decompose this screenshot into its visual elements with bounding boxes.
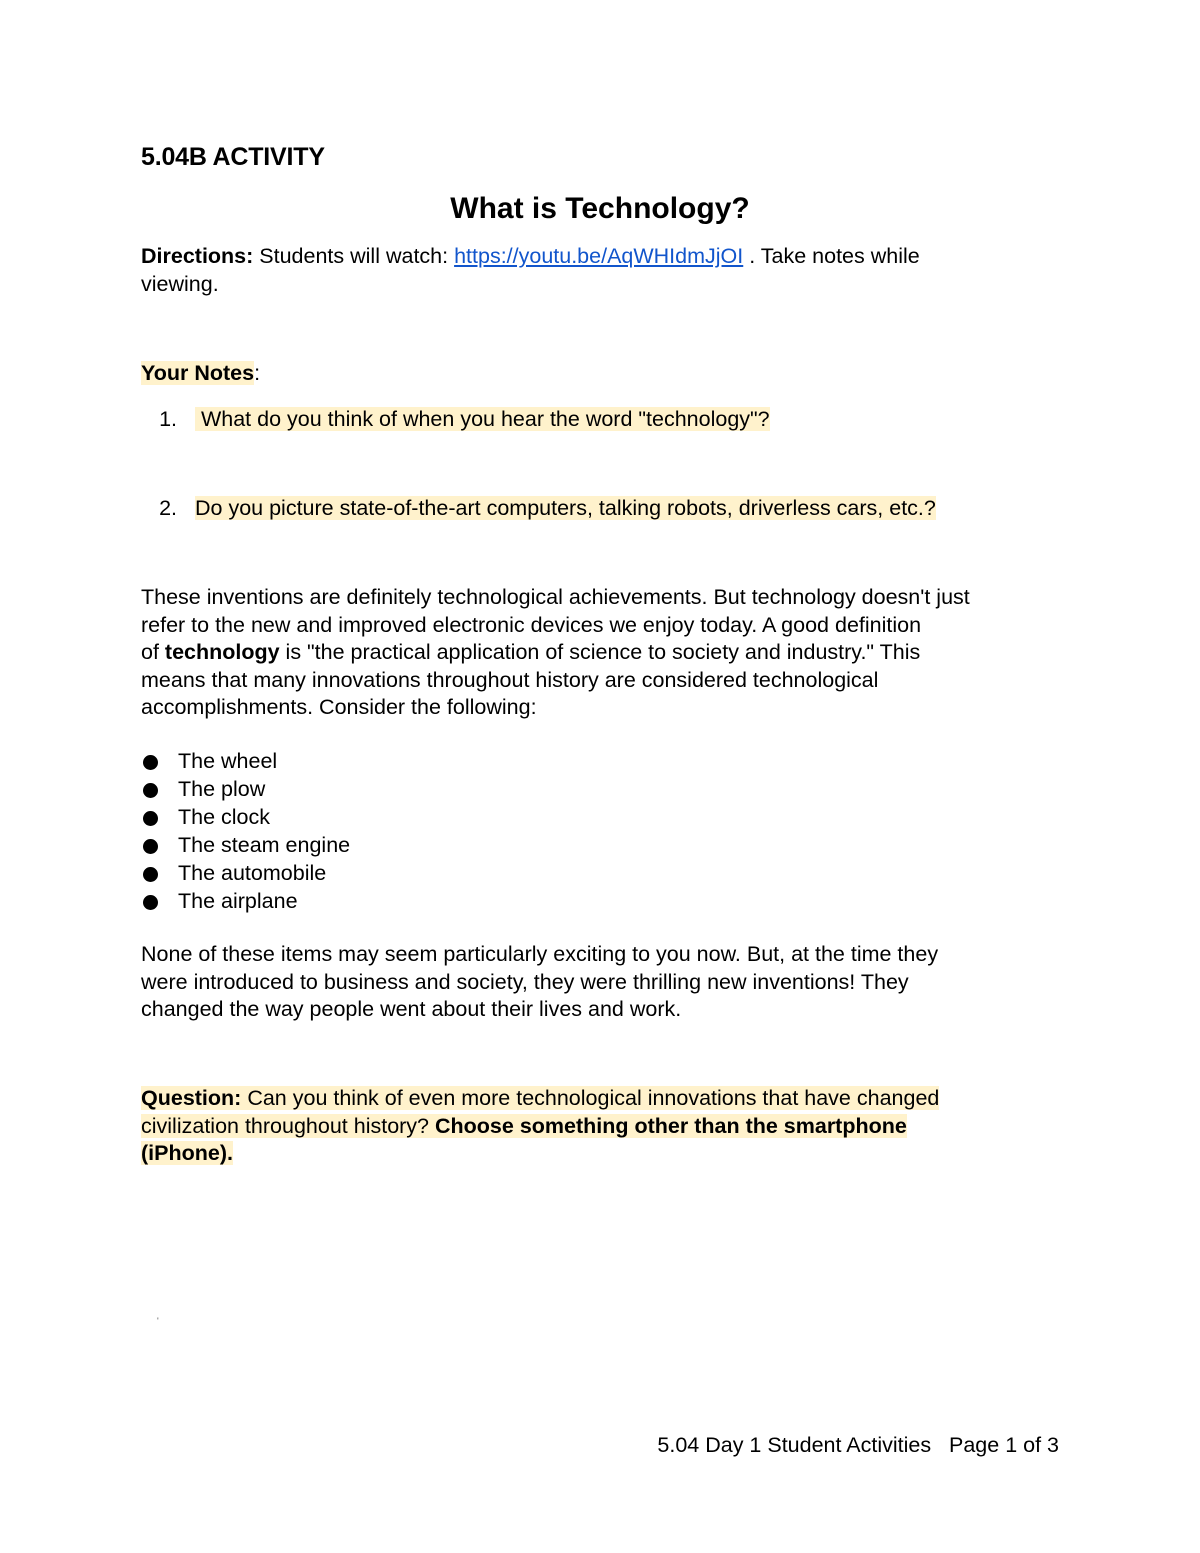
list-item bbox=[141, 859, 741, 887]
list-item bbox=[141, 831, 741, 859]
directions-label: Directions: bbox=[141, 244, 254, 268]
list-item-text: The plow bbox=[178, 777, 266, 801]
list-item-text: The steam engine bbox=[178, 833, 351, 857]
paragraph-line: These inventions are definitely technological achievements. But technology doesn't just bbox=[141, 585, 970, 609]
notes-label: Your Notes bbox=[141, 361, 255, 385]
list-item bbox=[141, 747, 741, 775]
list-item bbox=[141, 887, 741, 915]
paragraph-line: were introduced to business and society, they were thrilling new inventions! They bbox=[141, 969, 909, 994]
list-item-text: The wheel bbox=[178, 749, 278, 773]
page-footer: 5.04 Day 1 Student Activities Page 1 of 3 bbox=[657, 1433, 1059, 1457]
paragraph-text: is "the practical application of science to society and industry." This bbox=[279, 640, 921, 664]
list-item bbox=[141, 775, 741, 803]
stray-mark: ' bbox=[157, 1316, 159, 1326]
list-item bbox=[141, 803, 741, 831]
question-number: 2. bbox=[159, 496, 177, 520]
question-prompt bbox=[141, 1085, 1061, 1168]
bullet-icon bbox=[143, 811, 158, 826]
list-item-text: The automobile bbox=[178, 861, 327, 885]
bullet-icon bbox=[143, 755, 158, 770]
directions-text-line2: viewing. bbox=[141, 271, 219, 296]
question-text: What do you think of when you hear the word "technology"? bbox=[195, 407, 770, 431]
bullet-icon bbox=[143, 839, 158, 854]
question-text: Do you picture state-of-the-art computers, talking robots, driverless cars, etc.? bbox=[195, 496, 936, 520]
term-technology: technology bbox=[164, 640, 280, 664]
paragraph-definition bbox=[141, 584, 1061, 722]
directions bbox=[141, 243, 1061, 298]
paragraph-inventions bbox=[141, 941, 1061, 1024]
bullet-icon bbox=[143, 867, 158, 882]
activity-heading: 5.04B ACTIVITY bbox=[141, 143, 325, 171]
paragraph-line: None of these items may seem particularly exciting to you now. But, at the time they bbox=[141, 942, 939, 966]
question-text: Can you think of even more technological innovations that have changed bbox=[241, 1086, 940, 1110]
question-text: civilization throughout history? bbox=[141, 1113, 435, 1138]
paragraph-text: of bbox=[141, 640, 165, 664]
video-link[interactable]: https://youtu.be/AqWHIdmJjOI bbox=[454, 244, 744, 268]
paragraph-line: means that many innovations throughout history are considered technological bbox=[141, 667, 879, 692]
question-item-1 bbox=[141, 406, 1061, 434]
question-label: Question: bbox=[141, 1086, 242, 1110]
question-item-2 bbox=[141, 495, 1061, 523]
list-item-text: The clock bbox=[178, 805, 271, 829]
paragraph-line: refer to the new and improved electronic devices we enjoy today. A good definition bbox=[141, 612, 922, 637]
paragraph-line: accomplishments. Consider the following: bbox=[141, 695, 537, 719]
question-number: 1. bbox=[159, 407, 177, 431]
list-item-text: The airplane bbox=[178, 889, 298, 913]
directions-text: Students will watch: bbox=[253, 244, 455, 268]
directions-text-after: . Take notes while bbox=[743, 244, 920, 268]
page-title: What is Technology? bbox=[450, 192, 750, 225]
bullet-icon bbox=[143, 895, 158, 910]
paragraph-line: changed the way people went about their lives and work. bbox=[141, 997, 682, 1021]
notes-heading bbox=[141, 360, 1061, 388]
inventions-list bbox=[141, 747, 741, 915]
bullet-icon bbox=[143, 783, 158, 798]
question-emphasis: Choose something other than the smartphone bbox=[435, 1113, 907, 1138]
question-emphasis: (iPhone). bbox=[141, 1141, 233, 1165]
notes-colon: : bbox=[254, 361, 261, 385]
